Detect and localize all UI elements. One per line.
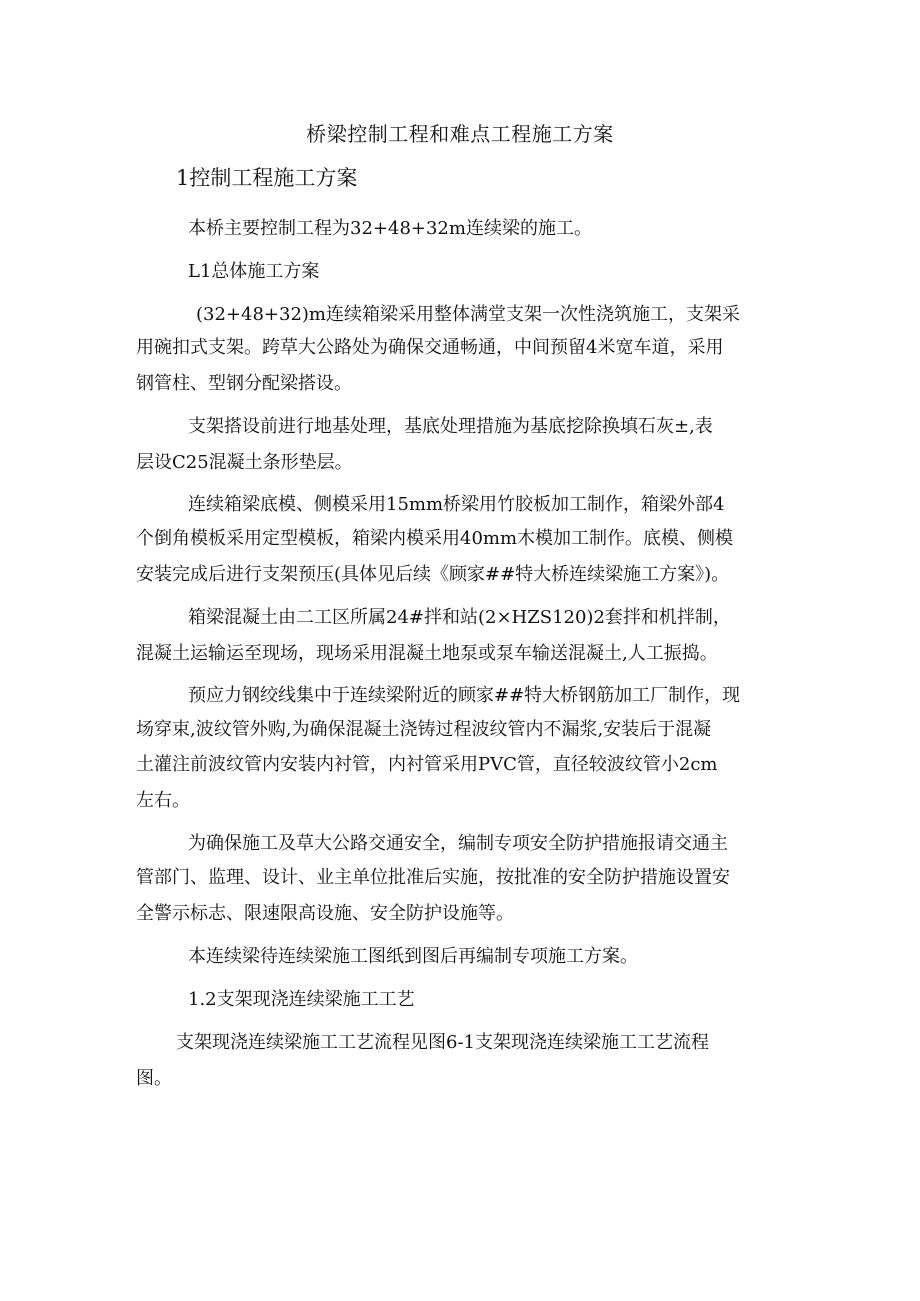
para5-line3: 土灌注前波纹管内安装内衬管，内衬管采用PVC管，直径较波纹管小2cm bbox=[136, 754, 718, 775]
para6-line1: 为确保施工及草大公路交通安全，编制专项安全防护措施报请交通主 bbox=[188, 833, 728, 854]
para1-line1: (32+48+32)m连续箱梁采用整体满堂支架一次性浇筑施工，支架采 bbox=[196, 304, 740, 325]
document-title: 桥梁控制工程和难点工程施工方案 bbox=[306, 122, 614, 146]
para3-line3: 安装完成后进行支架预压(具体见后续《顾家##特大桥连续梁施工方案》)。 bbox=[136, 564, 730, 585]
section-heading-1-2: 1.2支架现浇连续梁施工工艺 bbox=[188, 989, 415, 1010]
section-heading-1-1: L1总体施工方案 bbox=[188, 261, 320, 282]
para6-line2: 管部门、监理、设计、业主单位批准后实施，按批准的安全防护措施设置安 bbox=[136, 867, 730, 888]
intro-paragraph: 本桥主要控制工程为32+48+32m连续梁的施工。 bbox=[188, 218, 592, 239]
para4-line1: 箱梁混凝土由二工区所属24#拌和站(2×HZS120)2套拌和机拌制， bbox=[188, 607, 731, 628]
para4-line2: 混凝土运输运至现场，现场采用混凝土地泵或泵车输送混凝土,人工振捣。 bbox=[136, 643, 718, 664]
para1-line2: 用碗扣式支架。跨草大公路处为确保交通畅通，中间预留4米宽车道，采用 bbox=[136, 337, 724, 358]
para5-line1: 预应力钢绞线集中于连续梁附近的顾家##特大桥钢筋加工厂制作，现 bbox=[188, 685, 741, 706]
para5-line4: 左右。 bbox=[136, 790, 190, 811]
para8-line1: 支架现浇连续梁施工工艺流程见图6-1支架现浇连续梁施工工艺流程 bbox=[176, 1032, 709, 1053]
para3-line1: 连续箱梁底模、侧模采用15mm桥梁用竹胶板加工制作，箱梁外部4 bbox=[188, 494, 725, 515]
section-heading-1: 1控制工程施工方案 bbox=[176, 166, 358, 190]
para5-line2: 场穿束,波纹管外购,为确保混凝土浇铸过程波纹管内不漏浆,安装后于混凝 bbox=[136, 719, 712, 740]
para6-line3: 全警示标志、限速限高设施、安全防护设施等。 bbox=[136, 903, 514, 924]
para3-line2: 个倒角模板采用定型模板，箱梁内模采用40mm木模加工制作。底模、侧模 bbox=[136, 528, 734, 549]
para2-line2: 层设C25混凝土条形垫层。 bbox=[136, 452, 353, 473]
para8-line2: 图。 bbox=[136, 1068, 172, 1089]
para7: 本连续梁待连续梁施工图纸到图后再编制专项施工方案。 bbox=[188, 946, 638, 967]
para1-line3: 钢管柱、型钢分配梁搭设。 bbox=[136, 373, 352, 394]
para2-line1: 支架搭设前进行地基处理，基底处理措施为基底挖除换填石灰±,表 bbox=[188, 416, 713, 437]
